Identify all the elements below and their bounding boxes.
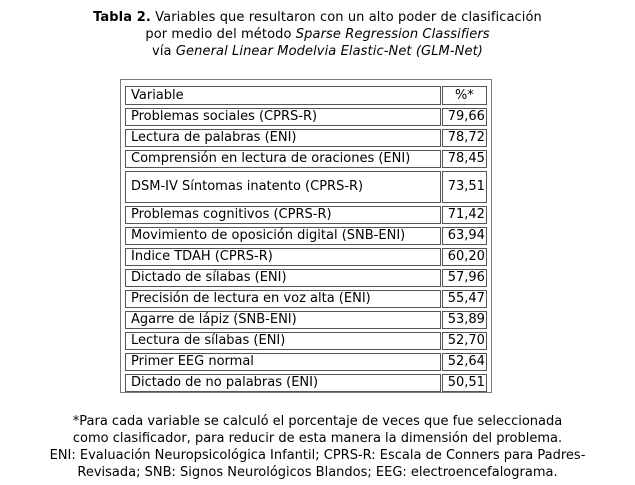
table-row <box>125 311 487 329</box>
row-percent: 52,64 <box>442 353 487 371</box>
table-row <box>125 374 487 392</box>
table-row <box>125 269 487 287</box>
table-caption <box>0 9 635 60</box>
table-row <box>125 332 487 350</box>
caption-line-1 <box>0 9 635 26</box>
table-row <box>125 108 487 126</box>
row-percent: 53,89 <box>442 311 487 329</box>
row-percent: 71,42 <box>442 206 487 224</box>
table-row <box>125 150 487 168</box>
row-variable: Lectura de palabras (ENI) <box>125 129 441 147</box>
caption-method-name: Sparse Regression Classifiers <box>295 27 490 42</box>
table-footnote <box>0 413 635 481</box>
row-variable: Índice TDAH (CPRS-R) <box>125 248 441 266</box>
caption-title-line-1: Variables que resultaron con un alto poder de clasificación <box>150 10 542 25</box>
row-percent: 52,70 <box>442 332 487 350</box>
header-variable: Variable <box>125 86 441 105</box>
caption-title-line-2: por medio del método <box>145 27 296 42</box>
row-variable: Problemas sociales (CPRS-R) <box>125 108 441 126</box>
table-row <box>125 353 487 371</box>
row-variable: Dictado de sílabas (ENI) <box>125 269 441 287</box>
row-percent: 78,72 <box>442 129 487 147</box>
table-row <box>125 227 487 245</box>
caption-title-line-3: vía <box>152 44 176 59</box>
footnote-line: *Para cada variable se calculó el porcentaje de veces que fue seleccionada <box>72 414 563 429</box>
row-variable: Precisión de lectura en voz alta (ENI) <box>125 290 441 308</box>
caption-line-3 <box>0 43 635 60</box>
row-variable: DSM-IV Síntomas inatento (CPRS-R) <box>125 171 441 203</box>
caption-line-2 <box>0 26 635 43</box>
footnote-line: ENI: Evaluación Neuropsicológica Infantil; CPRS-R: Escala de Conners para Padres- <box>49 448 586 463</box>
row-percent: 57,96 <box>442 269 487 287</box>
table-row <box>125 248 487 266</box>
table-row <box>125 206 487 224</box>
caption-label: Tabla 2. <box>93 10 151 25</box>
table-row <box>125 290 487 308</box>
row-percent: 63,94 <box>442 227 487 245</box>
row-variable: Agarre de lápiz (SNB-ENI) <box>125 311 441 329</box>
row-variable: Primer EEG normal <box>125 353 441 371</box>
row-variable: Dictado de no palabras (ENI) <box>125 374 441 392</box>
table-frame <box>120 79 492 393</box>
row-variable: Movimiento de oposición digital (SNB-ENI) <box>125 227 441 245</box>
row-percent: 79,66 <box>442 108 487 126</box>
row-variable: Comprensión en lectura de oraciones (ENI) <box>125 150 441 168</box>
table-header-row <box>125 86 487 105</box>
row-variable: Lectura de sílabas (ENI) <box>125 332 441 350</box>
row-percent: 78,45 <box>442 150 487 168</box>
row-percent: 60,20 <box>442 248 487 266</box>
footnote-line: como clasificador, para reducir de esta manera la dimensión del problema. <box>72 431 563 446</box>
row-percent: 55,47 <box>442 290 487 308</box>
footnote-line: Revisada; SNB: Signos Neurológicos Blandos; EEG: electroencefalograma. <box>77 465 558 480</box>
row-percent: 73,51 <box>442 171 487 203</box>
table-row <box>125 129 487 147</box>
row-percent: 50,51 <box>442 374 487 392</box>
table-row <box>125 171 487 203</box>
row-variable: Problemas cognitivos (CPRS-R) <box>125 206 441 224</box>
caption-model-name: General Linear Modelvia Elastic-Net (GLM-Net) <box>175 44 483 59</box>
variables-table <box>124 83 488 395</box>
header-percent: %* <box>442 86 487 105</box>
